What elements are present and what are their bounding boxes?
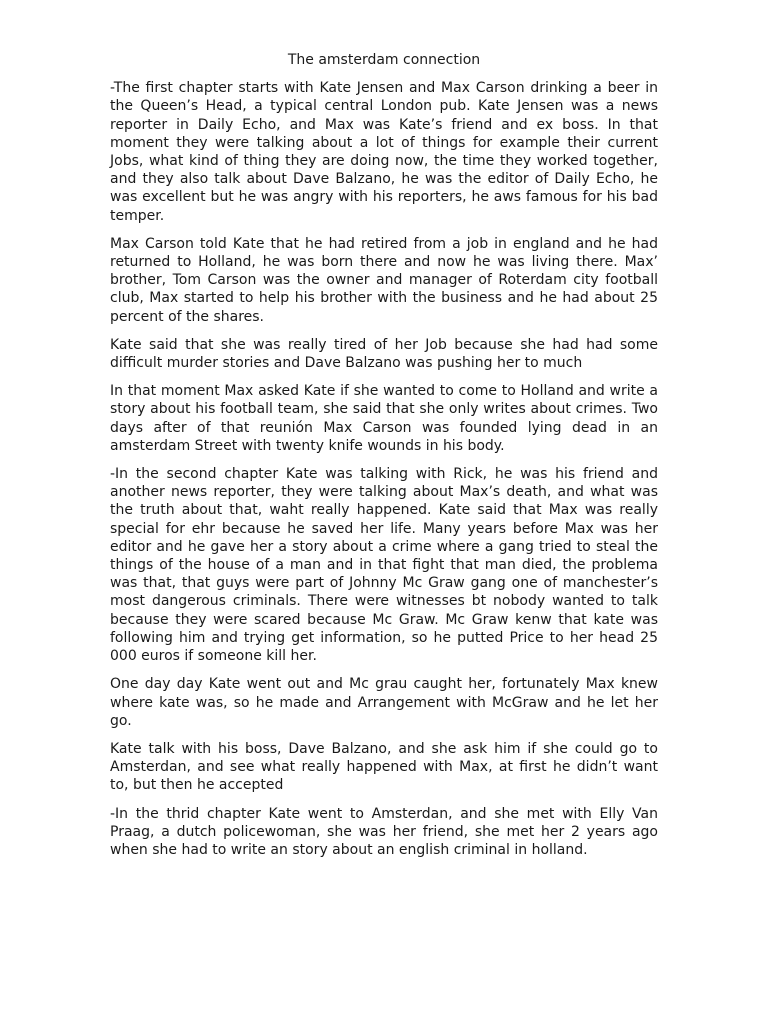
paragraph-1: -The first chapter starts with Kate Jensen and Max Carson drinking a beer in the Queen’s Head, a typical central London pub. Kate Jensen was a news reporter in Daily Echo, and Max was Kate’s friend and ex boss. In that moment they were talking about a lot of things for example their current Jobs, what kind of thing they are doing now, the time they worked together, and they also talk about Dave Balzano, he was the editor of Daily Echo, he was excellent but he was angry with his reporters, he aws famous for his bad temper.	[110, 80, 658, 224]
paragraph-5: -In the second chapter Kate was talking with Rick, he was his friend and another news reporter, they were talking about Max’s death, and what was the truth about that, waht really happened. Kate said that Max was really special for ehr because he saved her life. Many years before Max was her editor and he gave her a story about a crime where a gang tried to steal the things of the house of a man and in that fight that man died, the problema was that, that guys were part of Johnny Mc Graw gang one of manchester’s most dangerous criminals. There were witnesses bt nobody wanted to talk because they were scared because Mc Graw. Mc Graw kenw that kate was following him and trying get information, so he putted Price to her head 25 000 euros if someone kill her.	[110, 466, 658, 665]
paragraph-8: -In the thrid chapter Kate went to Amsterdan, and she met with Elly Van Praag, a dutch policewoman, she was her friend, she met her 2 years ago when she had to write an story about an english criminal in holland.	[110, 805, 658, 858]
paragraph-7: Kate talk with his boss, Dave Balzano, and she ask him if she could go to Amsterdan, and see what really happened with Max, at first he didn’t want to, but then he accepted	[110, 740, 658, 794]
paragraph-3: Kate said that she was really tired of her Job because she had had some difficult murder stories and Dave Balzano was pushing her to much	[110, 336, 658, 372]
paragraph-2: Max Carson told Kate that he had retired from a job in england and he had returned to Holland, he was born there and now he was living there. Max’ brother, Tom Carson was the owner and manager of Roterdam city football club, Max started to help his brother with the business and he had about 25 percent of the shares.	[110, 235, 658, 325]
document-page	[110, 51, 658, 869]
paragraph-6: One day day Kate went out and Mc grau caught her, fortunately Max knew where kate was, so he made and Arrangement with McGraw and he let her go.	[110, 676, 658, 729]
paragraph-4: In that moment Max asked Kate if she wanted to come to Holland and write a story about his football team, she said that she only writes about crimes. Two days after of that reunión Max Carson was founded lying dead in an amsterdam Street with twenty knife wounds in his body.	[110, 383, 658, 454]
document-title: The amsterdam connection	[287, 52, 481, 68]
